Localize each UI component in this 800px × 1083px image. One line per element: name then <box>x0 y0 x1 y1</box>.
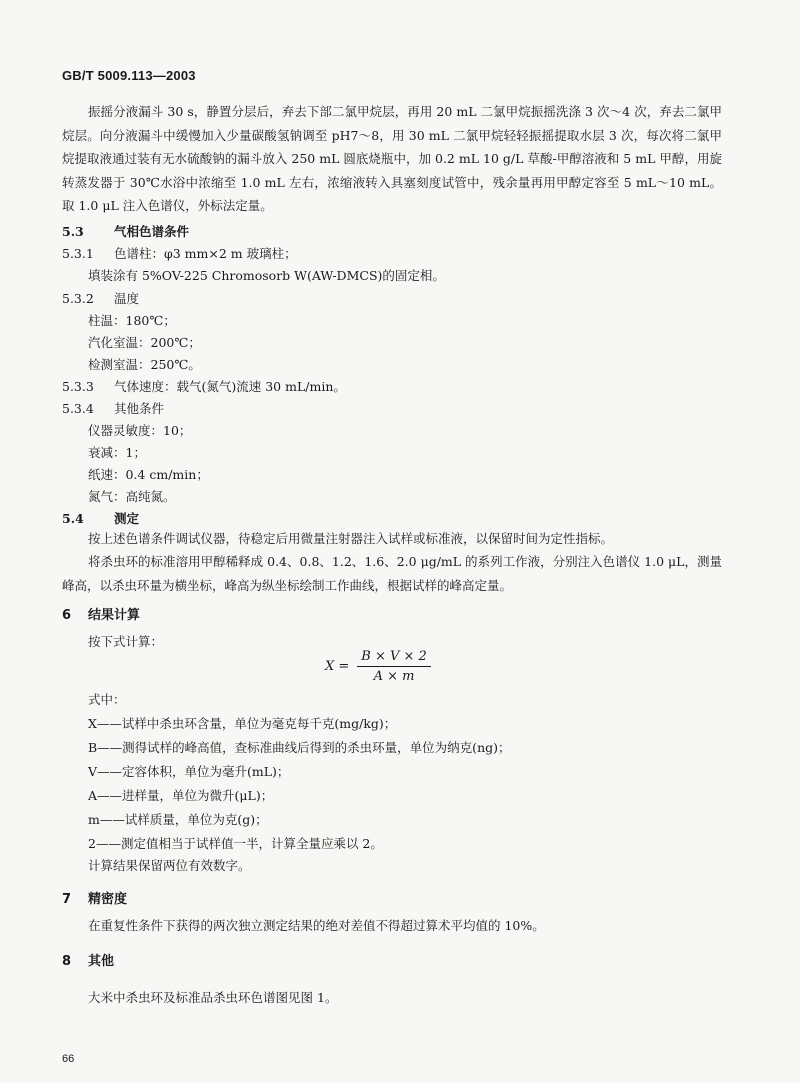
formula-fraction <box>357 649 431 684</box>
section-5-3-2 <box>62 289 139 307</box>
gas-flow: 气体速度：载气(氮气)流速 30 mL/min。 <box>114 379 346 394</box>
other-text: 大米中杀虫环及标准品杀虫环色谱图见图 1。 <box>88 990 338 1005</box>
section-number: 8 <box>62 954 72 969</box>
sensitivity: 仪器灵敏度：10； <box>88 423 192 438</box>
definition-2: 2——测定值相当于试样值一半，计算全量应乘以 2。 <box>88 836 383 851</box>
section-6-heading <box>62 604 140 623</box>
section-5-3-4 <box>62 399 164 417</box>
measurement-paragraph-2: 将杀虫环的标准溶用甲醇稀释成 0.4、0.8、1.2、1.6、2.0 μg/mL 的系列工作液，分别注入色谱仪 1.0 μL，测量峰高，以杀虫环量为横坐标，峰高为纵坐标绘制工作曲线，根据试样的峰高定量。 <box>62 554 722 593</box>
definition-a: A——进样量，单位为微升(μL)； <box>88 788 274 803</box>
significant-digits-note: 计算结果保留两位有效数字。 <box>88 858 251 873</box>
result-formula <box>325 649 431 684</box>
section-5-3-1 <box>62 244 297 262</box>
section-5-4-heading <box>62 509 139 527</box>
section-title: 测定 <box>114 511 140 526</box>
section-8-heading <box>62 950 114 969</box>
column-packing: 填装涂有 5%OV-225 Chromosorb W(AW-DMCS)的固定相。 <box>88 268 445 283</box>
standard-code: GB/T 5009.113—2003 <box>62 68 196 83</box>
column-temp: 柱温：180℃； <box>88 313 176 328</box>
formula-denominator: A × m <box>373 669 415 684</box>
section-number: 5.3.1 <box>62 246 94 261</box>
section-title: 其他 <box>88 954 115 969</box>
section-number: 6 <box>62 608 72 623</box>
section-number: 7 <box>62 892 72 907</box>
formula-numerator: B × V × 2 <box>357 649 431 667</box>
paper-speed: 纸速：0.4 cm/min； <box>88 467 209 482</box>
section-7-heading <box>62 888 127 907</box>
extraction-paragraph: 振摇分液漏斗 30 s，静置分层后，弃去下部二氯甲烷层，再用 20 mL 二氯甲烷振摇洗涤 3 次～4 次，弃去二氯甲烷层。向分液漏斗中缓慢加入少量碳酸氢钠调至 pH7～8，用 30 mL 二氯甲烷轻轻振摇提取水层 3 次，每次将二氯甲烷提取液通过装有无水硫酸钠的漏斗放入 250 mL 圆底烧瓶中，加 0.2 mL 10 g/L 草酸-甲醇溶液和 5 mL 甲醇，用旋转蒸发器于 30℃水浴中浓缩至 1.0 mL 左右，浓缩液转入具塞刻度试管中，残余量再用甲醇定容至 5 mL～10 mL。取 1.0 μL 注入色谱仪，外标法定量。 <box>62 104 722 213</box>
section-number: 5.3.2 <box>62 291 94 306</box>
definition-m: m——试样质量，单位为克(g)； <box>88 812 268 827</box>
section-number: 5.3.4 <box>62 401 94 416</box>
attenuation: 衰减：1； <box>88 445 146 460</box>
precision-text: 在重复性条件下获得的两次独立测定结果的绝对差值不得超过算术平均值的 10%。 <box>88 918 545 933</box>
where-label: 式中： <box>88 692 126 707</box>
definition-v: V——定容体积，单位为毫升(mL)； <box>88 764 290 779</box>
section-5-3-heading <box>62 222 189 240</box>
section-5-3-3 <box>62 377 346 395</box>
injector-temp: 汽化室温：200℃； <box>88 335 201 350</box>
definition-x: X——试样中杀虫环含量，单位为毫克每千克(mg/kg)； <box>88 716 397 731</box>
section-number: 5.4 <box>62 511 84 526</box>
formula-intro: 按下式计算： <box>88 634 164 649</box>
detector-temp: 检测室温：250℃。 <box>88 357 201 372</box>
section-number: 5.3 <box>62 224 84 239</box>
section-title: 其他条件 <box>114 401 165 416</box>
section-number: 5.3.3 <box>62 379 94 394</box>
measurement-paragraph-1: 按上述色谱条件调试仪器，待稳定后用微量注射器注入试样或标准液，以保留时间为定性指标。 <box>88 531 614 546</box>
nitrogen: 氮气：高纯氮。 <box>88 489 176 504</box>
page-number: 66 <box>62 1053 75 1065</box>
formula-lhs: X = <box>325 659 350 674</box>
section-title: 结果计算 <box>88 608 141 623</box>
section-title: 温度 <box>114 291 140 306</box>
section-title: 气相色谱条件 <box>114 224 190 239</box>
definition-b: B——测得试样的峰高值，查标准曲线后得到的杀虫环量，单位为纳克(ng)； <box>88 740 511 755</box>
column-spec: 色谱柱：φ3 mm×2 m 玻璃柱； <box>114 246 297 261</box>
section-title: 精密度 <box>88 892 128 907</box>
